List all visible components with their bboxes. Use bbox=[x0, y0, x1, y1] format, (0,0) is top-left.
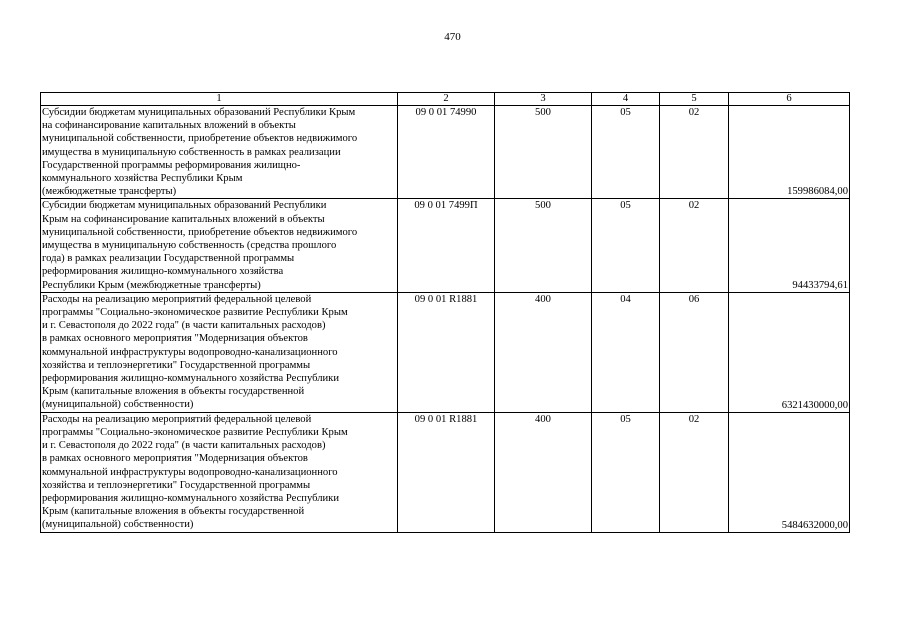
row-expense-type: 500 bbox=[495, 106, 592, 199]
table-row bbox=[41, 412, 850, 532]
table-row bbox=[41, 292, 850, 412]
column-header: 6 bbox=[729, 93, 850, 106]
row-target-code: 09 0 01 7499П bbox=[398, 199, 495, 292]
column-header: 4 bbox=[592, 93, 660, 106]
row-amount: 6321430000,00 bbox=[729, 292, 850, 412]
row-expense-type: 400 bbox=[495, 292, 592, 412]
row-subsection: 02 bbox=[660, 106, 729, 199]
row-target-code: 09 0 01 R1881 bbox=[398, 292, 495, 412]
row-description: Субсидии бюджетам муниципальных образований Республики Крым на софинансирование капитальных вложений в объекты муниципальной собственности, приобретение объектов недвижимого имущества в муниципальную собственность в рамках реализации Государственной программы реформирования жилищно- коммунального хозяйства Республики Крым (межбюджетные трансферты) bbox=[41, 106, 398, 199]
budget-table bbox=[40, 92, 850, 533]
column-header: 1 bbox=[41, 93, 398, 106]
row-subsection: 02 bbox=[660, 412, 729, 532]
row-subsection: 02 bbox=[660, 199, 729, 292]
row-section: 05 bbox=[592, 412, 660, 532]
row-target-code: 09 0 01 74990 bbox=[398, 106, 495, 199]
row-amount: 5484632000,00 bbox=[729, 412, 850, 532]
table-header-row bbox=[41, 93, 850, 106]
column-header: 5 bbox=[660, 93, 729, 106]
column-header: 2 bbox=[398, 93, 495, 106]
table-row bbox=[41, 199, 850, 292]
row-amount: 159986084,00 bbox=[729, 106, 850, 199]
column-header: 3 bbox=[495, 93, 592, 106]
row-section: 05 bbox=[592, 199, 660, 292]
table-row bbox=[41, 106, 850, 199]
row-description: Субсидии бюджетам муниципальных образований Республики Крым на софинансирование капитальных вложений в объекты муниципальной собственности, приобретение объектов недвижимого имущества в муниципальную собственность (средства прошлого года) в рамках реализации Государственной программы реформирования жилищно-коммунального хозяйства Республики Крым (межбюджетные трансферты) bbox=[41, 199, 398, 292]
row-expense-type: 400 bbox=[495, 412, 592, 532]
row-section: 04 bbox=[592, 292, 660, 412]
row-description: Расходы на реализацию мероприятий федеральной целевой программы "Социально-экономическое развитие Республики Крым и г. Севастополя до 2022 года" (в части капитальных расходов) в рамках основного мероприятия "Модернизация объектов коммунальной инфраструктуры водопроводно-канализационного хозяйства и теплоэнергетики" Государственной программы реформирования жилищно-коммунального хозяйства Республики Крым (капитальные вложения в объекты государственной (муниципальной) собственности) bbox=[41, 292, 398, 412]
row-expense-type: 500 bbox=[495, 199, 592, 292]
row-description: Расходы на реализацию мероприятий федеральной целевой программы "Социально-экономическое развитие Республики Крым и г. Севастополя до 2022 года" (в части капитальных расходов) в рамках основного мероприятия "Модернизация объектов коммунальной инфраструктуры водопроводно-канализационного хозяйства и теплоэнергетики" Государственной программы реформирования жилищно-коммунального хозяйства Республики Крым (капитальные вложения в объекты государственной (муниципальной) собственности) bbox=[41, 412, 398, 532]
row-amount: 94433794,61 bbox=[729, 199, 850, 292]
row-section: 05 bbox=[592, 106, 660, 199]
row-subsection: 06 bbox=[660, 292, 729, 412]
row-target-code: 09 0 01 R1881 bbox=[398, 412, 495, 532]
page-number: 470 bbox=[444, 31, 461, 43]
